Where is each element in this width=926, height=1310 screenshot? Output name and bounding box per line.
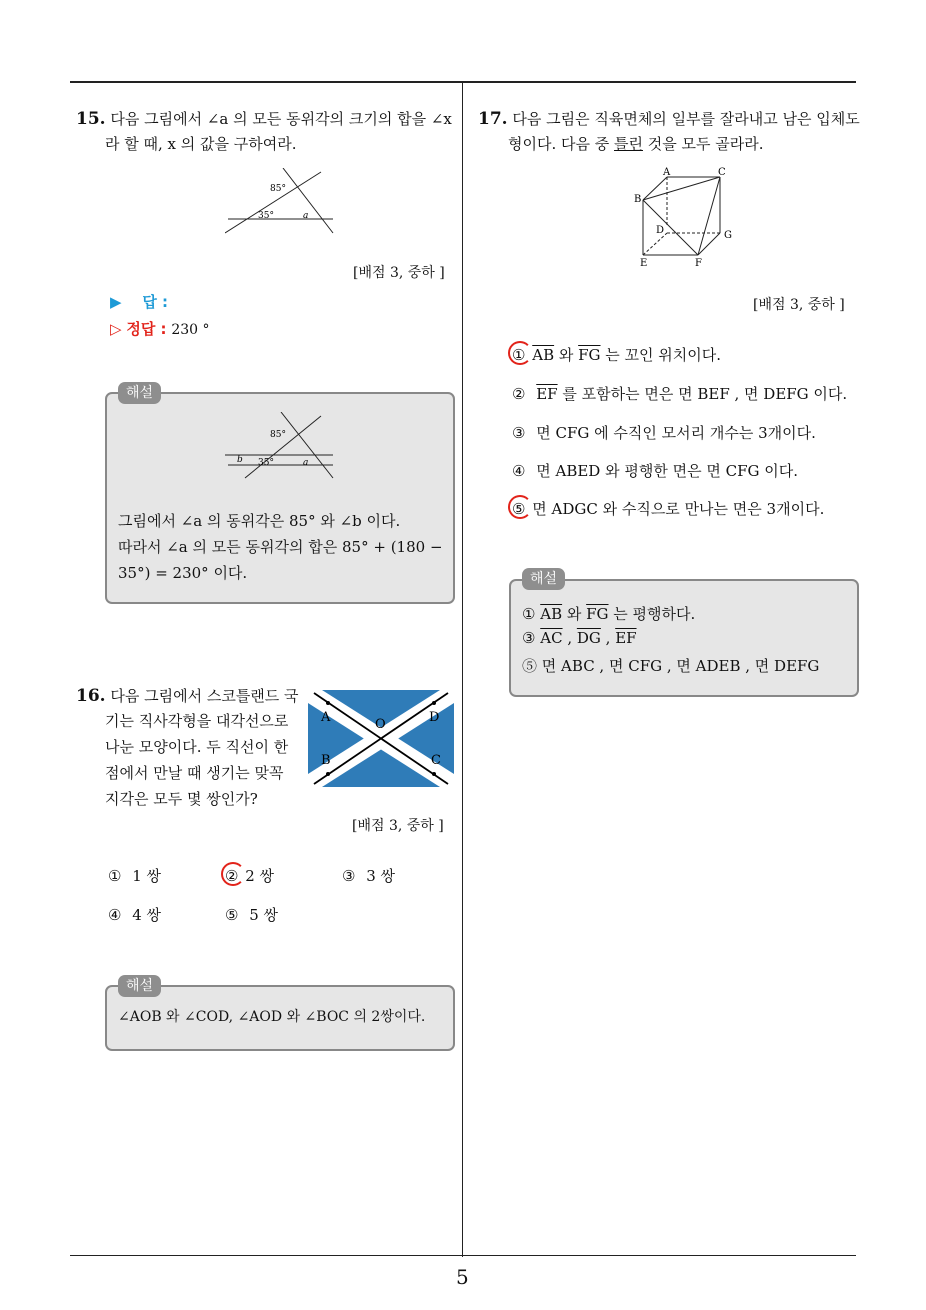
q17-explanation-tag: 해설 [522, 568, 565, 590]
q17-label-f: F [695, 258, 702, 269]
q15-exfig-line-lower [281, 412, 333, 478]
q17-choice-3[interactable] [512, 422, 816, 443]
choice-number: ⑤ [512, 500, 526, 518]
choice-number: ② [225, 867, 239, 885]
q15-fig-line-lower [283, 168, 333, 233]
q17-label-a: A [663, 167, 671, 178]
q17-line2-part1: 형이다. 다음 중 [508, 135, 615, 153]
selected-mark-icon [508, 495, 532, 519]
q17-score: [배점 3, 중하 ] [753, 297, 845, 313]
q16-explanation-tag: 해설 [118, 975, 161, 997]
explain-text-mid: 와 [562, 605, 587, 623]
q16-line3: 나눈 모양이다. 두 직선이 한 [105, 738, 289, 756]
choice-text: 3 쌍 [366, 867, 396, 885]
explain-text: 면 ABC , 면 CFG , 면 ADEB , 면 DEFG [541, 657, 820, 675]
q17-number: 17. [478, 109, 508, 129]
choice-text: 를 포함하는 면은 면 BEF , 면 DEFG 이다. [557, 385, 848, 403]
choice-text-mid: 와 [554, 346, 579, 364]
q16-question-line1 [76, 686, 299, 706]
q15-line2: 라 할 때, x 의 값을 구하여라. [105, 135, 297, 153]
flag-label-d: D [429, 710, 440, 725]
q15-number: 15. [76, 109, 106, 129]
q17-explain-line1 [522, 603, 695, 624]
choice-number: ③ [342, 867, 356, 885]
q17-label-e: E [640, 258, 648, 269]
q17-label-b: B [634, 194, 642, 205]
q17-choice-5[interactable] [512, 498, 824, 519]
segment-ab: $\overline{AB}$ [532, 346, 555, 364]
top-rule [70, 81, 856, 83]
choice-number: ③ [512, 424, 526, 442]
q15-figure [225, 168, 340, 238]
q15-fig-label-85: 85° [270, 184, 286, 194]
flag-point-c [432, 772, 436, 776]
flag-label-c: C [431, 753, 441, 768]
q17-edge-bf [643, 200, 698, 255]
q17-line2-part2: 것을 모두 골라라. [643, 135, 764, 153]
q17-choice-2[interactable] [512, 383, 847, 404]
q17-label-g: G [724, 230, 732, 241]
q17-edge-ed [643, 233, 667, 255]
explain-text: 는 평행하다. [608, 605, 696, 623]
choice-text: 는 꼬인 위치이다. [600, 346, 722, 364]
choice-text: 1 쌍 [132, 867, 162, 885]
flag-label-b: B [321, 753, 331, 768]
page-number: 5 [456, 1265, 469, 1289]
q15-fig-label-35: 35° [258, 211, 274, 221]
q15-fig-line-upper [225, 172, 321, 233]
q15-question [76, 109, 452, 129]
flag-label-a: A [321, 710, 331, 725]
q15-score: [배점 3, 중하 ] [353, 265, 445, 281]
q16-choice-4[interactable] [108, 904, 161, 925]
q17-question [478, 109, 860, 129]
segment-dg: $\overline{DG}$ [576, 629, 601, 647]
q15-exfig-line-upper [245, 416, 321, 478]
q17-choice-1[interactable] [512, 344, 721, 365]
choice-text: 4 쌍 [132, 906, 162, 924]
q15-line1: 다음 그림에서 ∠a 의 모든 동위각의 크기의 합을 ∠x [110, 110, 452, 128]
q17-line2-underlined: 틀린 [614, 135, 643, 153]
q16-choice-1[interactable] [108, 865, 161, 886]
segment-fg: $\overline{FG}$ [586, 605, 609, 623]
q15-explain-line1: 그림에서 ∠a 의 동위각은 85° 와 ∠b 이다. [118, 512, 401, 530]
q15-answer-row [110, 291, 168, 312]
q16-flag-figure [308, 690, 454, 787]
flag-point-b [326, 772, 330, 776]
choice-text: 2 쌍 [245, 867, 275, 885]
explain-separator: , [562, 629, 577, 647]
q15-explain-line3: 35°) = 230° 이다. [118, 564, 248, 582]
segment-ef: $\overline{EF}$ [615, 629, 637, 647]
correct-label: 정답 : [126, 320, 167, 338]
bottom-rule [70, 1255, 856, 1256]
choice-number: ④ [512, 462, 526, 480]
choice-number: ④ [108, 906, 122, 924]
q15-fig-label-a: a [303, 211, 309, 221]
q15-explain-line2: 따라서 ∠a 의 모든 동위각의 합은 85° + (180 − [118, 538, 443, 556]
choice-text: 면 ABED 와 평행한 면은 면 CFG 이다. [536, 462, 798, 480]
q17-explain-line3 [522, 655, 819, 676]
choice-number: ① [108, 867, 122, 885]
column-divider [462, 82, 463, 1257]
q15-exfig-label-a: a [303, 458, 309, 468]
q16-line5: 지각은 모두 몇 쌍인가? [105, 790, 258, 808]
explain-number: ③ [522, 629, 536, 647]
q16-line1: 다음 그림에서 스코틀랜드 국 [110, 687, 299, 705]
q16-choice-5[interactable] [225, 904, 278, 925]
q15-correct-row [110, 318, 209, 339]
choice-number: ② [512, 385, 526, 403]
q16-score: [배점 3, 중하 ] [352, 818, 444, 834]
q16-explain-line1: ∠AOB 와 ∠COD, ∠AOD 와 ∠BOC 의 2쌍이다. [118, 1009, 426, 1025]
q17-line2 [508, 135, 764, 153]
selected-mark-icon [221, 862, 245, 886]
segment-fg: $\overline{FG}$ [578, 346, 601, 364]
q16-line4: 점에서 만날 때 생기는 맞꼭 [105, 764, 284, 782]
choice-number: ① [512, 346, 526, 364]
q15-exfig-label-35: 35° [258, 458, 274, 468]
q16-number: 16. [76, 686, 106, 706]
choice-number: ⑤ [225, 906, 239, 924]
flag-point-a [326, 701, 330, 705]
q15-exfig-label-85: 85° [270, 430, 286, 440]
q16-choice-3[interactable] [342, 865, 395, 886]
q17-explain-line2 [522, 629, 637, 647]
q15-exfig-label-b: b [237, 455, 243, 465]
flag-label-o: O [375, 717, 386, 732]
flag-point-d [432, 701, 436, 705]
q17-line1: 다음 그림은 직육면체의 일부를 잘라내고 남은 입체도 [512, 110, 860, 128]
choice-text: 면 ADGC 와 수직으로 만나는 면은 3개이다. [532, 500, 825, 518]
q17-cuboid-figure [630, 165, 740, 270]
q15-explanation-tag: 해설 [118, 382, 161, 404]
q16-line2: 기는 직사각형을 대각선으로 [105, 712, 289, 730]
segment-ef: $\overline{EF}$ [536, 385, 558, 403]
q17-label-c: C [718, 167, 726, 178]
q15-explain-figure [225, 412, 340, 482]
correct-value: 230 ° [171, 322, 210, 338]
q17-choice-4[interactable] [512, 460, 798, 481]
explain-number: ⑤ [522, 657, 538, 675]
choice-text: 5 쌍 [249, 906, 279, 924]
explain-number: ① [522, 605, 536, 623]
correct-arrow-icon: ▷ [110, 320, 122, 338]
answer-arrow-icon: ▶ [110, 293, 122, 311]
segment-ac: $\overline{AC}$ [540, 629, 563, 647]
q17-label-d: D [656, 225, 665, 236]
answer-label: 답 : [142, 293, 169, 311]
explain-separator: , [600, 629, 616, 647]
segment-ab: $\overline{AB}$ [540, 605, 563, 623]
selected-mark-icon [508, 341, 532, 365]
choice-text: 면 CFG 에 수직인 모서리 개수는 3개이다. [536, 424, 816, 442]
